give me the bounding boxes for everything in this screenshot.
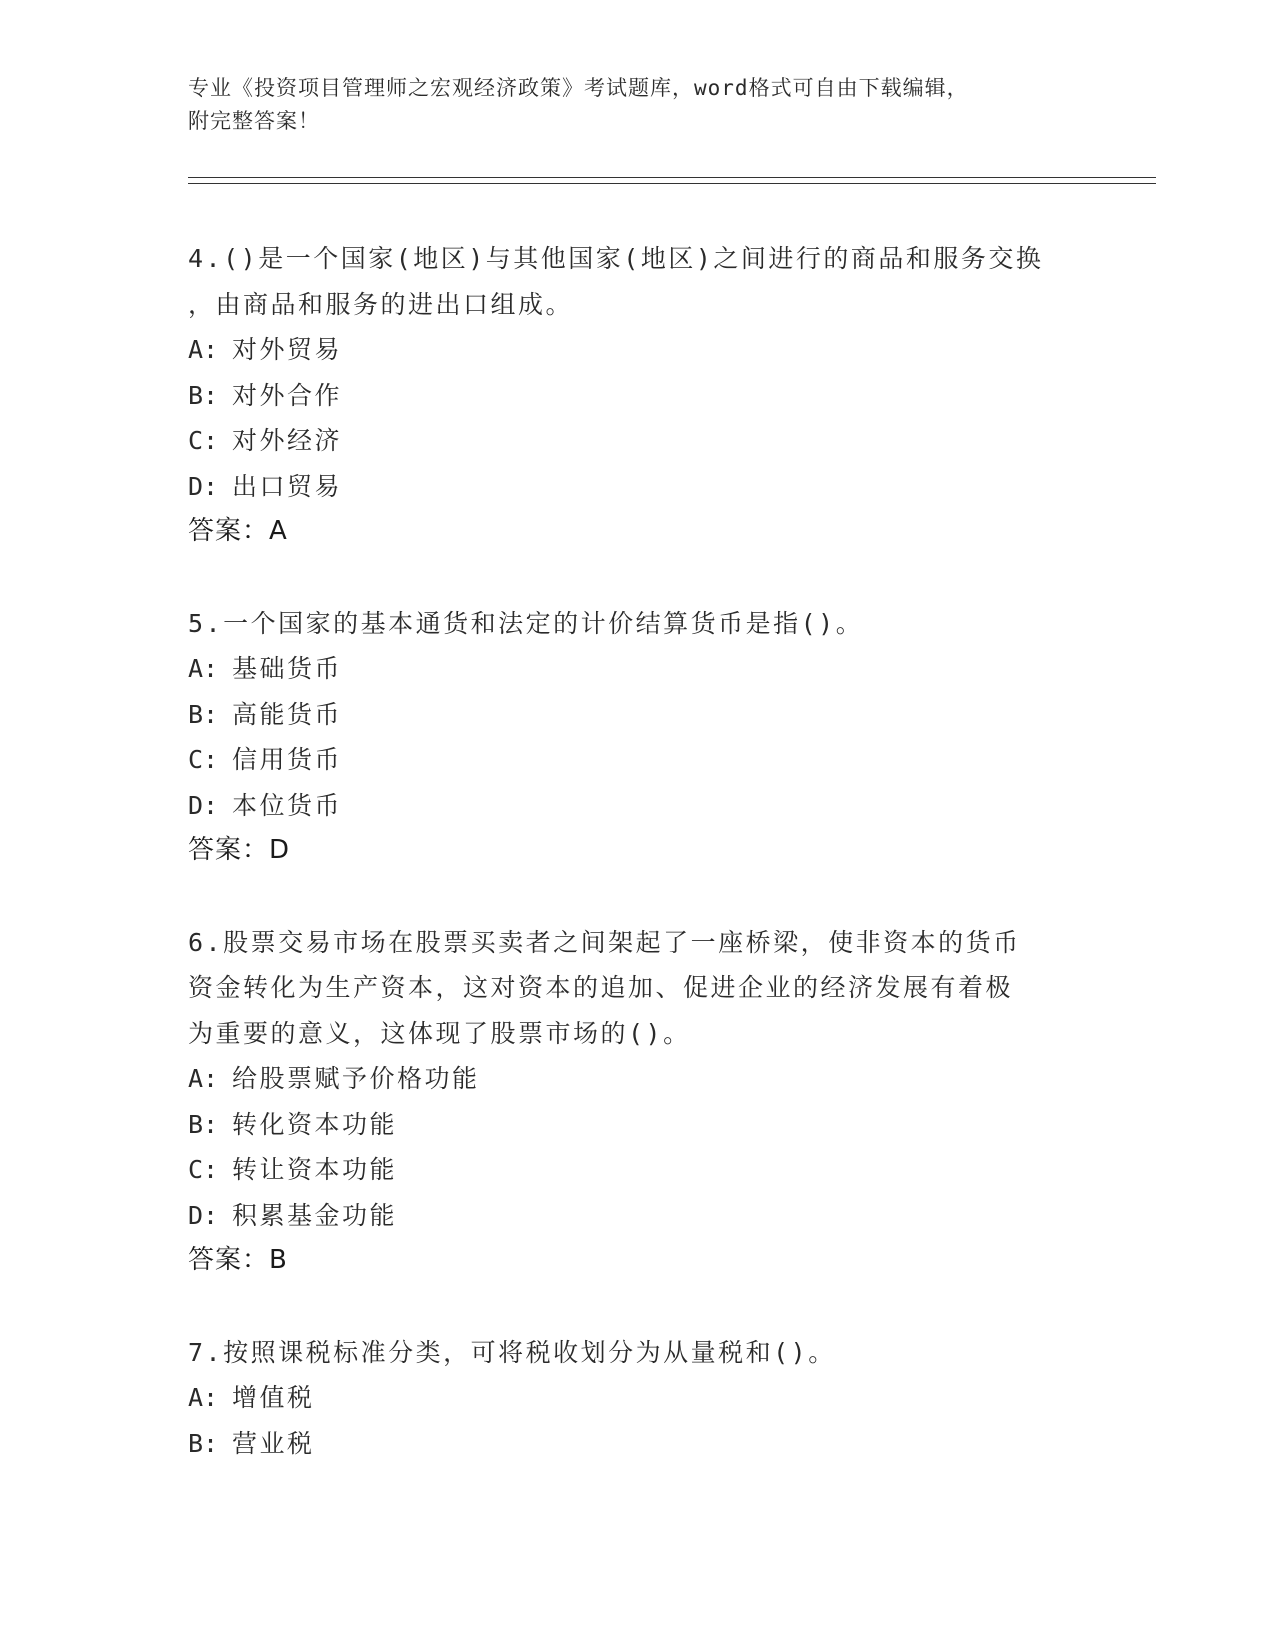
option-c — [188, 418, 1088, 464]
question-5 — [188, 601, 1088, 874]
question-7 — [188, 1330, 1088, 1467]
option-label: C: — [188, 745, 219, 774]
header-rule-top — [188, 177, 1156, 178]
option-d — [188, 783, 1088, 829]
option-text: 本位货币 — [232, 790, 343, 820]
option-text: 出口贸易 — [232, 471, 343, 501]
option-text: 积累基金功能 — [232, 1200, 398, 1230]
option-text: 营业税 — [232, 1428, 315, 1458]
option-text: 对外合作 — [232, 380, 343, 410]
document-header — [188, 72, 1088, 138]
answer-text: 答案：B — [188, 1245, 288, 1275]
option-label: A: — [188, 1383, 219, 1412]
option-label: B: — [188, 699, 219, 729]
header-line-2: 附完整答案！ — [188, 109, 320, 133]
header-rule-bottom — [188, 183, 1156, 184]
question-6 — [188, 920, 1088, 1284]
option-label: B: — [188, 1109, 219, 1139]
option-label: A: — [188, 1064, 219, 1093]
option-text: 给股票赋予价格功能 — [232, 1064, 480, 1093]
answer-text: 答案：D — [188, 835, 291, 865]
question-text-line: 7.按照课税标准分类，可将税收划分为从量税和()。 — [188, 1337, 836, 1367]
option-label: C: — [188, 426, 219, 455]
option-b — [188, 1102, 1088, 1148]
option-text: 转化资本功能 — [232, 1109, 398, 1139]
option-label: B: — [188, 380, 219, 410]
question-text-line: 资金转化为生产资本，这对资本的追加、促进企业的经济发展有着极 — [188, 973, 1014, 1002]
option-a — [188, 1375, 1088, 1421]
option-text: 信用货币 — [232, 745, 343, 774]
answer-text: 答案：A — [188, 516, 288, 546]
header-line-1: 专业《投资项目管理师之宏观经济政策》考试题库，word格式可自由下载编辑， — [188, 76, 969, 100]
option-label: D: — [188, 1200, 219, 1230]
question-text-line: 6.股票交易市场在股票买卖者之间架起了一座桥梁，使非资本的货币 — [188, 927, 1021, 957]
option-text: 增值税 — [232, 1383, 315, 1412]
option-c — [188, 737, 1088, 783]
option-text: 转让资本功能 — [232, 1155, 398, 1184]
option-a — [188, 1056, 1088, 1102]
option-b — [188, 1421, 1088, 1467]
option-label: A: — [188, 654, 219, 683]
option-d — [188, 1193, 1088, 1239]
option-a — [188, 646, 1088, 692]
option-b — [188, 373, 1088, 419]
question-text-line: 为重要的意义，这体现了股票市场的()。 — [188, 1018, 691, 1048]
question-text-line: 5.一个国家的基本通货和法定的计价结算货币是指()。 — [188, 608, 864, 638]
option-text: 基础货币 — [232, 654, 343, 683]
question-text-line: ，由商品和服务的进出口组成。 — [188, 289, 574, 319]
option-text: 对外贸易 — [232, 335, 343, 364]
option-b — [188, 692, 1088, 738]
option-a — [188, 327, 1088, 373]
option-label: B: — [188, 1428, 219, 1458]
question-4 — [188, 236, 1088, 555]
question-list — [188, 236, 1088, 1512]
option-text: 高能货币 — [232, 699, 343, 729]
option-c — [188, 1147, 1088, 1193]
question-text-line: 4.()是一个国家(地区)与其他国家(地区)之间进行的商品和服务交换 — [188, 244, 1044, 273]
option-label: A: — [188, 335, 219, 364]
option-d — [188, 464, 1088, 510]
option-label: D: — [188, 471, 219, 501]
option-label: C: — [188, 1155, 219, 1184]
option-label: D: — [188, 790, 219, 820]
option-text: 对外经济 — [232, 426, 343, 455]
